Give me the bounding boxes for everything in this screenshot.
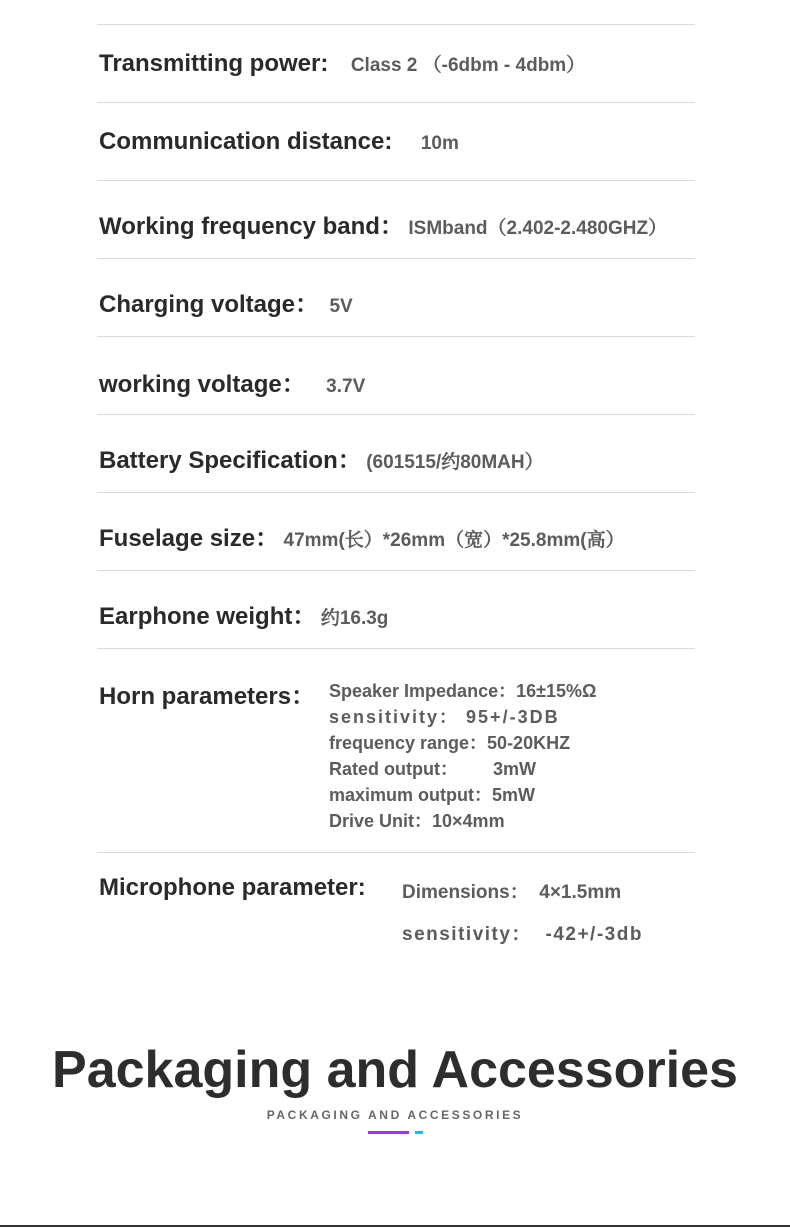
divider: [97, 570, 695, 571]
spec-label: Charging voltage：: [99, 291, 320, 318]
spec-value: 5V: [329, 296, 353, 317]
divider: [97, 258, 695, 259]
spec-battery: [99, 440, 544, 475]
spec-value: 10m: [420, 133, 459, 154]
bottom-divider: [0, 1225, 790, 1227]
divider: [97, 852, 695, 853]
spec-microphone-parameter: [99, 874, 366, 902]
divider: [97, 102, 695, 103]
spec-transmitting-power: [99, 50, 585, 78]
horn-param-line: sensitivity： 95+/-3DB: [329, 707, 560, 727]
accent-bar-cyan: [415, 1131, 423, 1134]
spec-label: Earphone weight：: [99, 603, 317, 630]
horn-param-line: Rated output： 3mW: [329, 759, 536, 779]
spec-label: Working frequency band：: [99, 213, 404, 240]
horn-param-line: Drive Unit：10×4mm: [329, 811, 505, 831]
spec-value: ISMband（2.402-2.480GHZ）: [408, 218, 668, 239]
spec-label: working voltage：: [99, 371, 306, 398]
spec-horn-parameters: [99, 676, 315, 711]
spec-charging-voltage: [99, 284, 353, 319]
spec-label: Horn parameters：: [99, 683, 316, 710]
spec-label: Transmitting power:: [99, 50, 329, 77]
spec-value: 约16.3g: [320, 608, 389, 629]
horn-param-line: frequency range：50-20KHZ: [329, 733, 571, 753]
microphone-dimensions: Dimensions： 4×1.5mm: [402, 882, 622, 903]
divider: [97, 180, 695, 181]
microphone-sensitivity: sensitivity： -42+/-3db: [402, 924, 643, 945]
spec-label: Battery Specification：: [99, 447, 362, 474]
accent-bar-purple: [368, 1131, 409, 1134]
spec-communication-distance: [99, 128, 459, 156]
horn-param-line: maximum output：5mW: [329, 785, 536, 805]
divider: [97, 336, 695, 337]
section-title: Packaging and Accessories: [52, 1041, 738, 1099]
divider: [97, 492, 695, 493]
spec-label: Communication distance:: [99, 128, 393, 155]
spec-value: Class 2 （-6dbm - 4dbm）: [350, 55, 586, 76]
spec-frequency-band: [99, 206, 667, 241]
spec-label: Microphone parameter:: [99, 874, 366, 901]
spec-value: 47mm(长）*26mm（宽）*25.8mm(高）: [283, 530, 625, 551]
divider: [97, 414, 695, 415]
spec-value: 3.7V: [326, 376, 366, 397]
spec-earphone-weight: [99, 596, 388, 631]
spec-fuselage-size: [99, 518, 625, 553]
horn-param-line: Speaker Impedance：16±15%Ω: [329, 681, 597, 701]
section-subtitle: PACKAGING AND ACCESSORIES: [266, 1108, 524, 1122]
spec-value: (601515/约80MAH）: [366, 452, 544, 473]
spec-working-voltage: [99, 364, 365, 399]
spec-label: Fuselage size：: [99, 525, 280, 552]
divider: [97, 24, 695, 25]
divider: [97, 648, 695, 649]
